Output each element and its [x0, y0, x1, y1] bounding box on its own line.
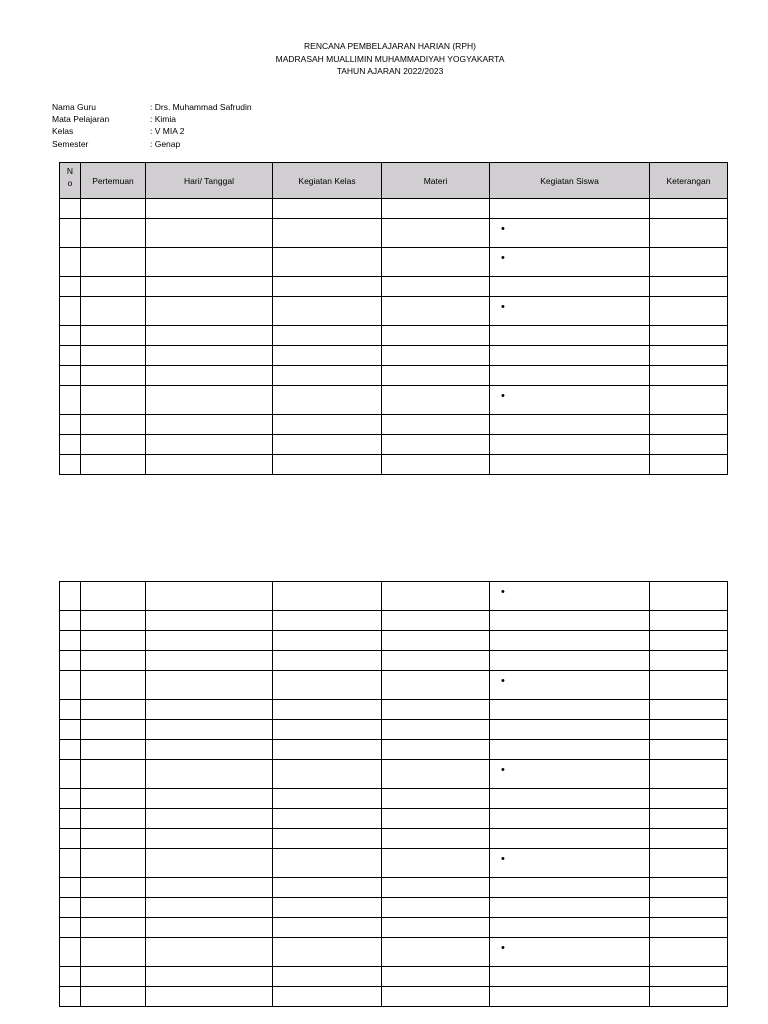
- table-row: [60, 740, 728, 760]
- info-row-mata-pelajaran: [52, 113, 252, 125]
- bullet-point: •: [490, 219, 650, 248]
- document-header: [0, 40, 768, 78]
- table-row: [60, 435, 728, 455]
- table-row: [60, 219, 728, 248]
- column-header-keterangan: Keterangan: [650, 163, 728, 199]
- table-row: [60, 248, 728, 277]
- table-row: [60, 455, 728, 475]
- bullet-point: •: [490, 760, 650, 789]
- table-row: [60, 898, 728, 918]
- rph-table-1: [59, 162, 728, 475]
- info-row-nama-guru: [52, 101, 252, 113]
- column-header-no: N o: [60, 163, 81, 199]
- table-row: [60, 366, 728, 386]
- table-row: [60, 720, 728, 740]
- bullet-point: •: [490, 386, 650, 415]
- bullet-point: •: [490, 671, 650, 700]
- column-header-kegiatan-kelas: Kegiatan Kelas: [273, 163, 382, 199]
- info-row-kelas: [52, 125, 252, 137]
- table-row: [60, 829, 728, 849]
- teacher-info: [52, 101, 252, 150]
- table-row: [60, 651, 728, 671]
- table-row: [60, 987, 728, 1007]
- column-header-kegiatan-siswa: Kegiatan Siswa: [490, 163, 650, 199]
- mata-pelajaran-value: : Kimia: [150, 114, 176, 125]
- rph-table-2: [59, 581, 728, 1007]
- table-row: [60, 346, 728, 366]
- mata-pelajaran-label: Mata Pelajaran: [52, 114, 110, 125]
- table-row: [60, 631, 728, 651]
- nama-guru-label: Nama Guru: [52, 102, 96, 112]
- column-header-materi: Materi: [382, 163, 490, 199]
- header-year: TAHUN AJARAN 2022/2023: [336, 66, 444, 76]
- bullet-point: •: [490, 938, 650, 967]
- table-row: [60, 415, 728, 435]
- bullet-point: •: [490, 248, 650, 277]
- column-header-hari-tanggal: Hari/ Tanggal: [146, 163, 273, 199]
- table-row: [60, 386, 728, 415]
- table-row: [60, 789, 728, 809]
- kelas-value: : V MIA 2: [150, 126, 185, 137]
- info-row-semester: [52, 138, 252, 150]
- bullet-point: •: [490, 582, 650, 611]
- table-row: [60, 809, 728, 829]
- table-row: [60, 611, 728, 631]
- column-header-pertemuan: Pertemuan: [81, 163, 146, 199]
- table-row: [60, 849, 728, 878]
- table-row: [60, 938, 728, 967]
- header-title: RENCANA PEMBELAJARAN HARIAN (RPH): [304, 41, 476, 51]
- table-row: [60, 297, 728, 326]
- table-row: [60, 700, 728, 720]
- table-row: [60, 671, 728, 700]
- table-row: [60, 277, 728, 297]
- table-header-row: [60, 163, 728, 199]
- header-school: MADRASAH MUALLIMIN MUHAMMADIYAH YOGYAKARTA: [275, 53, 505, 64]
- table-row: [60, 582, 728, 611]
- kelas-label: Kelas: [52, 126, 74, 137]
- table-row: [60, 199, 728, 219]
- table-row: [60, 967, 728, 987]
- nama-guru-value: : Drs. Muhammad Safrudin: [150, 102, 252, 112]
- bullet-point: •: [490, 297, 650, 326]
- bullet-point: •: [490, 849, 650, 878]
- table-row: [60, 918, 728, 938]
- table-row: [60, 760, 728, 789]
- table-row: [60, 878, 728, 898]
- semester-value: : Genap: [150, 138, 181, 149]
- semester-label: Semester: [52, 138, 89, 149]
- table-row: [60, 326, 728, 346]
